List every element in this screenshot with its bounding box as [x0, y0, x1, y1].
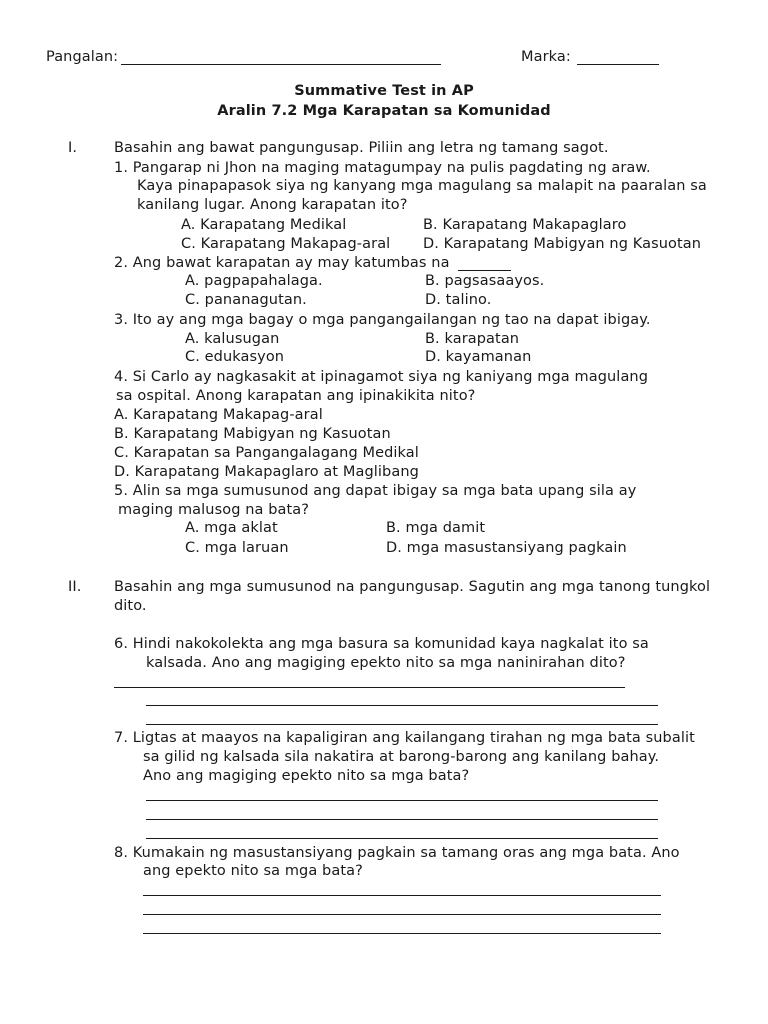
q2-line1: 2. Ang bawat karapatan ay may katumbas na: [114, 255, 450, 271]
q1-line2: Kaya pinapapasok siya ng kanyang mga magulang sa malapit na paaralan sa: [137, 178, 707, 194]
part2-instruction-line2: dito.: [114, 598, 147, 614]
q3-choice-c: C. edukasyon: [185, 349, 285, 365]
q4-choice-b: B. Karapatang Mabigyan ng Kasuotan: [114, 426, 391, 442]
q1-line1: 1. Pangarap ni Jhon na maging matagumpay na pulis pagdating ng araw.: [114, 160, 651, 176]
q2-choice-b: B. pagsasaayos.: [425, 273, 545, 289]
q5-line2: maging malusog na bata?: [118, 502, 310, 518]
q5-line1: 5. Alin sa mga sumusunod ang dapat ibigay sa mga bata upang sila ay: [114, 483, 637, 499]
q8-answer-line-2[interactable]: [143, 914, 661, 915]
q3-choice-d: D. kayamanan: [425, 349, 532, 365]
q2-choice-c: C. pananagutan.: [185, 292, 307, 308]
q2-choice-d: D. talino.: [425, 292, 492, 308]
q5-choice-d: D. mga masustansiyang pagkain: [386, 540, 627, 556]
q1-line3: kanilang lugar. Anong karapatan ito?: [137, 197, 408, 213]
q2-blank[interactable]: [458, 270, 511, 271]
q4-choice-a: A. Karapatang Makapag-aral: [114, 407, 323, 423]
q7-line1: 7. Ligtas at maayos na kapaligiran ang kailangang tirahan ng mga bata subalit: [114, 730, 695, 746]
name-blank[interactable]: [121, 64, 441, 65]
q6-answer-line-3[interactable]: [146, 724, 658, 725]
q8-answer-line-3[interactable]: [143, 933, 661, 934]
score-blank[interactable]: [577, 64, 659, 65]
q1-choice-b: B. Karapatang Makapaglaro: [423, 217, 627, 233]
q6-line2: kalsada. Ano ang magiging epekto nito sa mga naninirahan dito?: [146, 655, 626, 671]
part1-numeral: I.: [68, 140, 78, 156]
q4-choice-d: D. Karapatang Makapaglaro at Maglibang: [114, 464, 419, 480]
test-title: Summative Test in AP: [294, 83, 474, 99]
name-label: Pangalan:: [46, 49, 119, 65]
q1-choice-c: C. Karapatang Makapag-aral: [181, 236, 391, 252]
q8-line2: ang epekto nito sa mga bata?: [143, 863, 363, 879]
q1-choice-d: D. Karapatang Mabigyan ng Kasuotan: [423, 236, 702, 252]
q5-choice-a: A. mga aklat: [185, 520, 278, 536]
q4-choice-c: C. Karapatan sa Pangangalagang Medikal: [114, 445, 419, 461]
q6-answer-line-1[interactable]: [114, 687, 625, 688]
part2-instruction-line1: Basahin ang mga sumusunod na pangungusap. Sagutin ang mga tanong tungkol: [114, 579, 711, 595]
score-label: Marka:: [521, 49, 571, 65]
q6-line1: 6. Hindi nakokolekta ang mga basura sa komunidad kaya nagkalat ito sa: [114, 636, 649, 652]
q1-choice-a: A. Karapatang Medikal: [181, 217, 347, 233]
q3-choice-a: A. kalusugan: [185, 331, 280, 347]
q7-answer-line-1[interactable]: [146, 800, 658, 801]
q8-answer-line-1[interactable]: [143, 895, 661, 896]
q7-answer-line-3[interactable]: [146, 838, 658, 839]
q6-answer-line-2[interactable]: [146, 705, 658, 706]
part1-instruction: Basahin ang bawat pangungusap. Piliin ang letra ng tamang sagot.: [114, 140, 609, 156]
q3-choice-b: B. karapatan: [425, 331, 520, 347]
q5-choice-b: B. mga damit: [386, 520, 486, 536]
part2-numeral: II.: [68, 579, 82, 595]
q7-line2: sa gilid ng kalsada sila nakatira at barong-barong ang kanilang bahay.: [143, 749, 660, 765]
q4-line1: 4. Si Carlo ay nagkasakit at ipinagamot siya ng kaniyang mga magulang: [114, 369, 649, 385]
q8-line1: 8. Kumakain ng masustansiyang pagkain sa tamang oras ang mga bata. Ano: [114, 845, 680, 861]
q5-choice-c: C. mga laruan: [185, 540, 289, 556]
q7-answer-line-2[interactable]: [146, 819, 658, 820]
q2-choice-a: A. pagpapahalaga.: [185, 273, 323, 289]
q3-line1: 3. Ito ay ang mga bagay o mga pangangailangan ng tao na dapat ibigay.: [114, 312, 651, 328]
q7-line3: Ano ang magiging epekto nito sa mga bata?: [143, 768, 470, 784]
lesson-title: Aralin 7.2 Mga Karapatan sa Komunidad: [217, 103, 551, 119]
q4-line2: sa ospital. Anong karapatan ang ipinakikita nito?: [116, 388, 476, 404]
